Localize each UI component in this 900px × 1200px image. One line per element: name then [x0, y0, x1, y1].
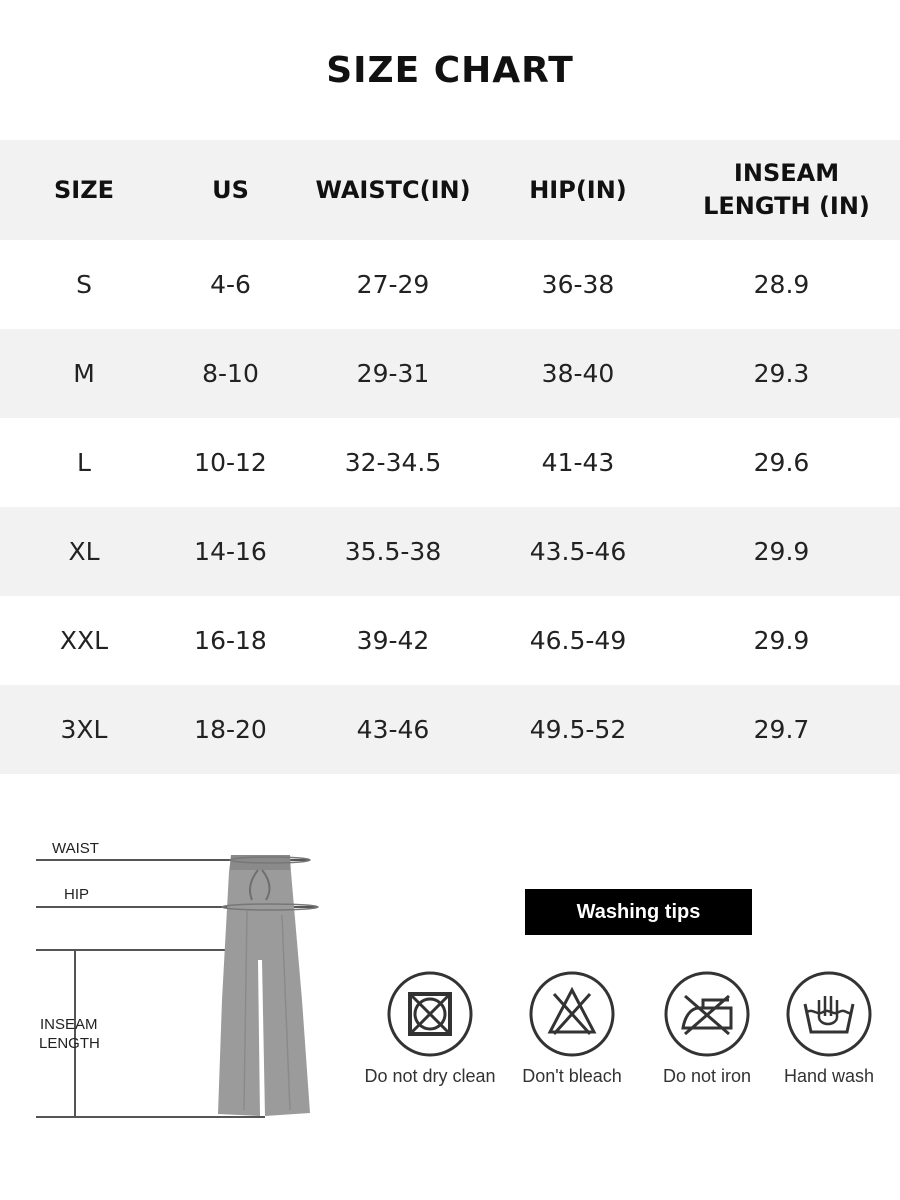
table-cell: XXL — [59, 626, 109, 655]
table-cell: 35.5-38 — [344, 537, 442, 566]
washing-tips-banner: Washing tips — [525, 889, 752, 935]
header-waist: WAISTC(IN) — [315, 175, 471, 204]
table-cell: 16-18 — [194, 626, 267, 655]
page-title: SIZE CHART — [326, 50, 574, 91]
table-row — [0, 240, 900, 329]
table-cell: M — [73, 359, 95, 388]
table-cell: 29.9 — [753, 626, 810, 655]
size-chart-table — [0, 140, 900, 774]
hand-wash-icon — [785, 970, 873, 1058]
table-cell: 29.3 — [753, 359, 810, 388]
waist-label: WAIST — [52, 840, 99, 857]
table-cell: 14-16 — [194, 537, 267, 566]
table-cell: S — [76, 270, 92, 299]
no-dry-clean-icon — [386, 970, 474, 1058]
table-cell: 41-43 — [541, 448, 615, 477]
table-cell: L — [77, 448, 91, 477]
table-cell: 29.6 — [753, 448, 810, 477]
table-cell: 8-10 — [202, 359, 259, 388]
table-cell: 27-29 — [356, 270, 430, 299]
care-label: Do not iron — [662, 1066, 752, 1086]
table-cell: 29.7 — [753, 715, 810, 744]
care-item-hand-wash — [754, 970, 900, 1087]
table-cell: 18-20 — [194, 715, 267, 744]
table-row — [0, 685, 900, 774]
table-row — [0, 418, 900, 507]
table-cell: 4-6 — [210, 270, 251, 299]
table-cell: 38-40 — [541, 359, 615, 388]
table-cell: 32-34.5 — [344, 448, 442, 477]
table-header-row — [0, 140, 900, 240]
table-cell: 43-46 — [356, 715, 430, 744]
table-cell: 3XL — [60, 715, 108, 744]
header-us: US — [212, 175, 249, 204]
header-inseam: INSEAM LENGTH (IN) — [703, 159, 870, 220]
table-cell: 28.9 — [753, 270, 810, 299]
no-bleach-icon — [528, 970, 616, 1058]
hip-label: HIP — [64, 886, 90, 903]
table-cell: 43.5-46 — [529, 537, 627, 566]
no-iron-icon — [663, 970, 751, 1058]
inseam-label-line2: LENGTH — [39, 1035, 100, 1052]
care-item-no-dry-clean — [355, 970, 505, 1087]
table-row — [0, 507, 900, 596]
inseam-label-line1: INSEAM — [40, 1016, 98, 1033]
table-cell: XL — [68, 537, 100, 566]
table-cell: 46.5-49 — [529, 626, 627, 655]
care-item-no-bleach — [497, 970, 647, 1087]
table-cell: 29.9 — [753, 537, 810, 566]
table-row — [0, 596, 900, 685]
header-size: SIZE — [53, 175, 114, 204]
pants-illustration — [0, 820, 330, 1130]
care-label: Hand wash — [783, 1066, 875, 1086]
header-hip: HIP(IN) — [529, 175, 627, 204]
care-label: Don't bleach — [522, 1066, 622, 1086]
measurement-diagram — [0, 820, 330, 1130]
pants-icon — [218, 855, 318, 1116]
care-label: Do not dry clean — [364, 1066, 496, 1086]
table-cell: 29-31 — [356, 359, 430, 388]
table-row — [0, 329, 900, 418]
table-cell: 36-38 — [541, 270, 615, 299]
table-cell: 10-12 — [194, 448, 267, 477]
table-cell: 49.5-52 — [529, 715, 627, 744]
table-cell: 39-42 — [356, 626, 430, 655]
